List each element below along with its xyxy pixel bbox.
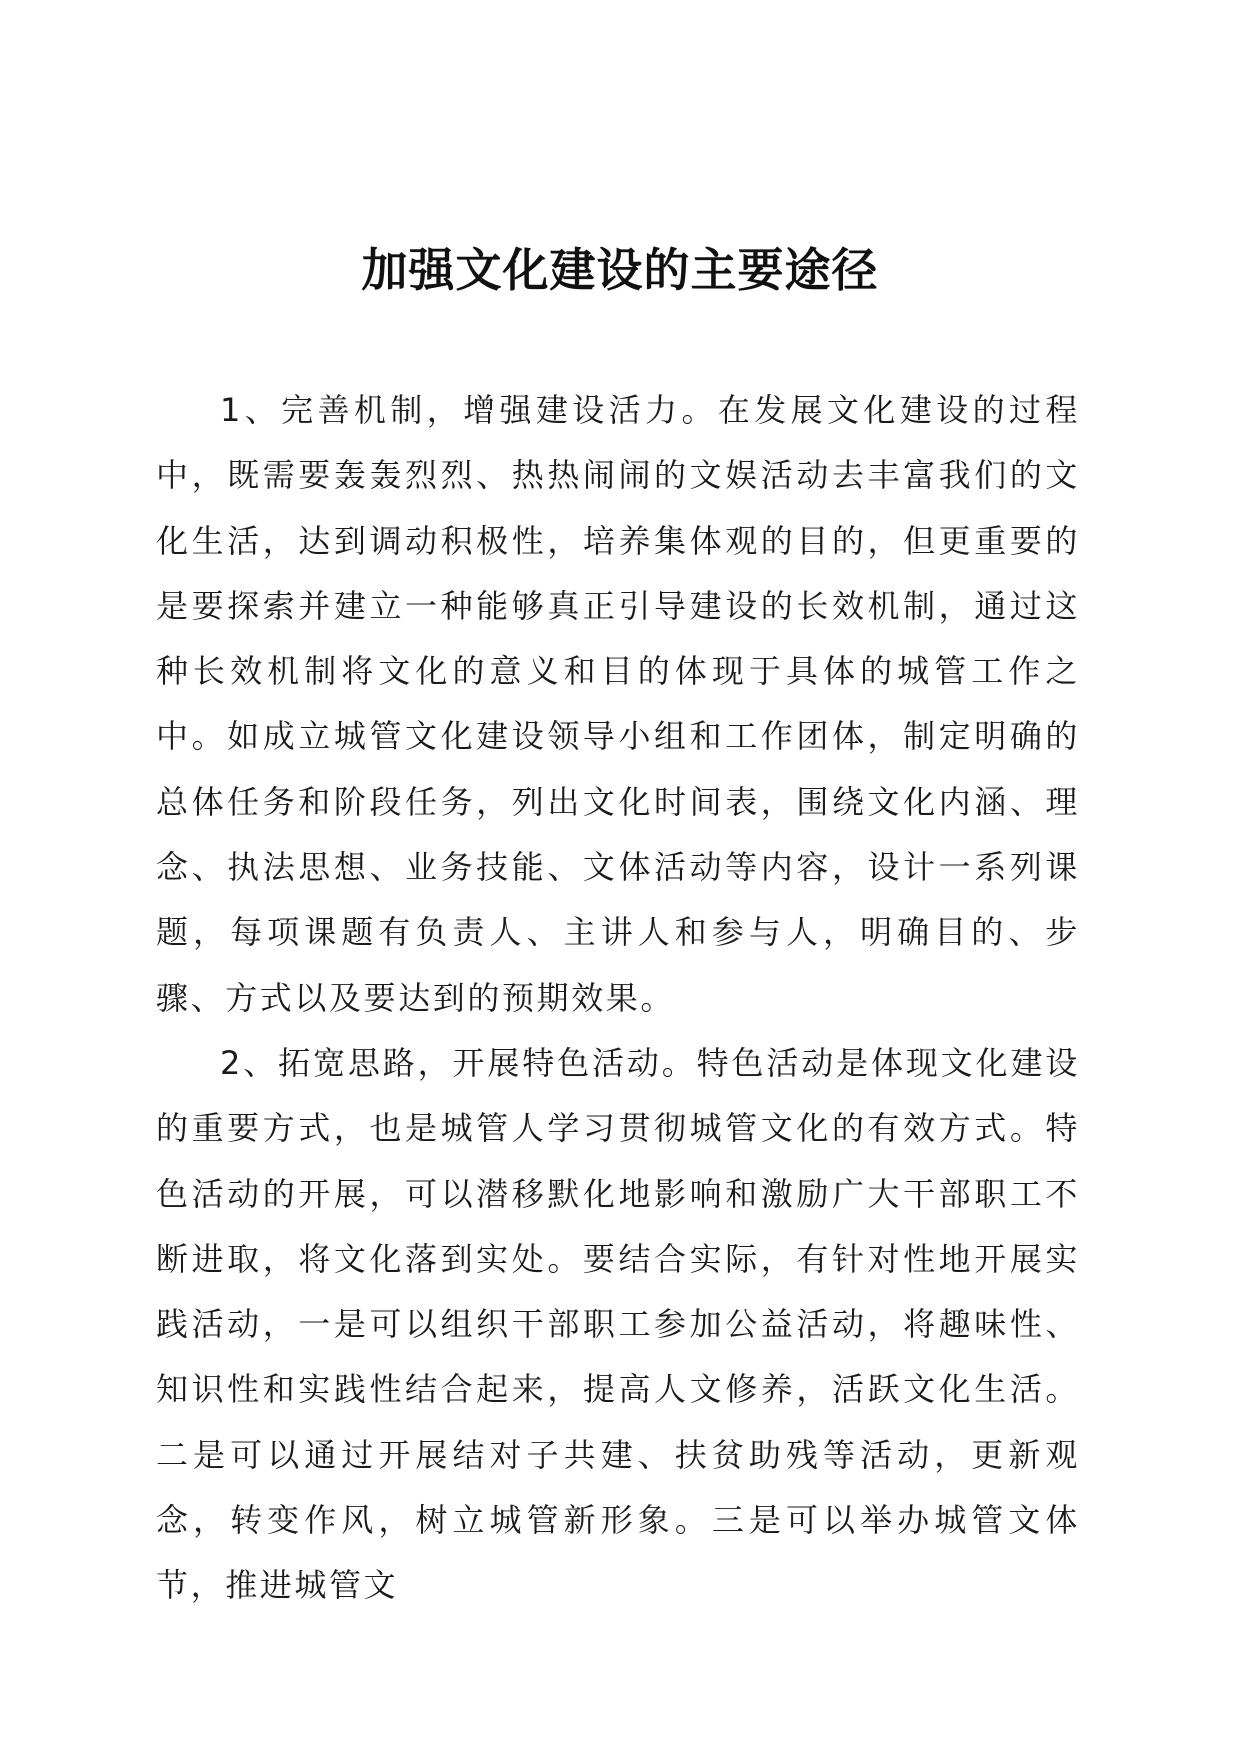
document-body [156, 378, 1080, 1619]
document-title: 加强文化建设的主要途径 [361, 243, 879, 297]
paragraph-2: 2、拓宽思路，开展特色活动。特色活动是体现文化建设的重要方式，也是城管人学习贯彻城管文化的有效方式。特色活动的开展，可以潜移默化地影响和激励广大干部职工不断进取，将文化落到实处。要结合实际，有针对性地开展实践活动，一是可以组织干部职工参加公益活动，将趣味性、知识性和实践性结合起来，提高人文修养，活跃文化生活。二是可以通过开展结对子共建、扶贫助残等活动，更新观念，转变作风，树立城管新形象。三是可以举办城管文体节，推进城管文 [156, 1043, 1080, 1605]
paragraph-1: 1、完善机制，增强建设活力。在发展文化建设的过程中，既需要轰轰烈烈、热热闹闹的文娱活动去丰富我们的文化生活，达到调动积极性，培养集体观的目的，但更重要的是要探索并建立一种能够真正引导建设的长效机制，通过这种长效机制将文化的意义和目的体现于具体的城管工作之中。如成立城管文化建设领导小组和工作团体，制定明确的总体任务和阶段任务，列出文化时间表，围绕文化内涵、理念、执法思想、业务技能、文体活动等内容，设计一系列课题，每项课题有负责人、主讲人和参与人，明确目的、步骤、方式以及要达到的预期效果。 [156, 391, 1080, 1017]
